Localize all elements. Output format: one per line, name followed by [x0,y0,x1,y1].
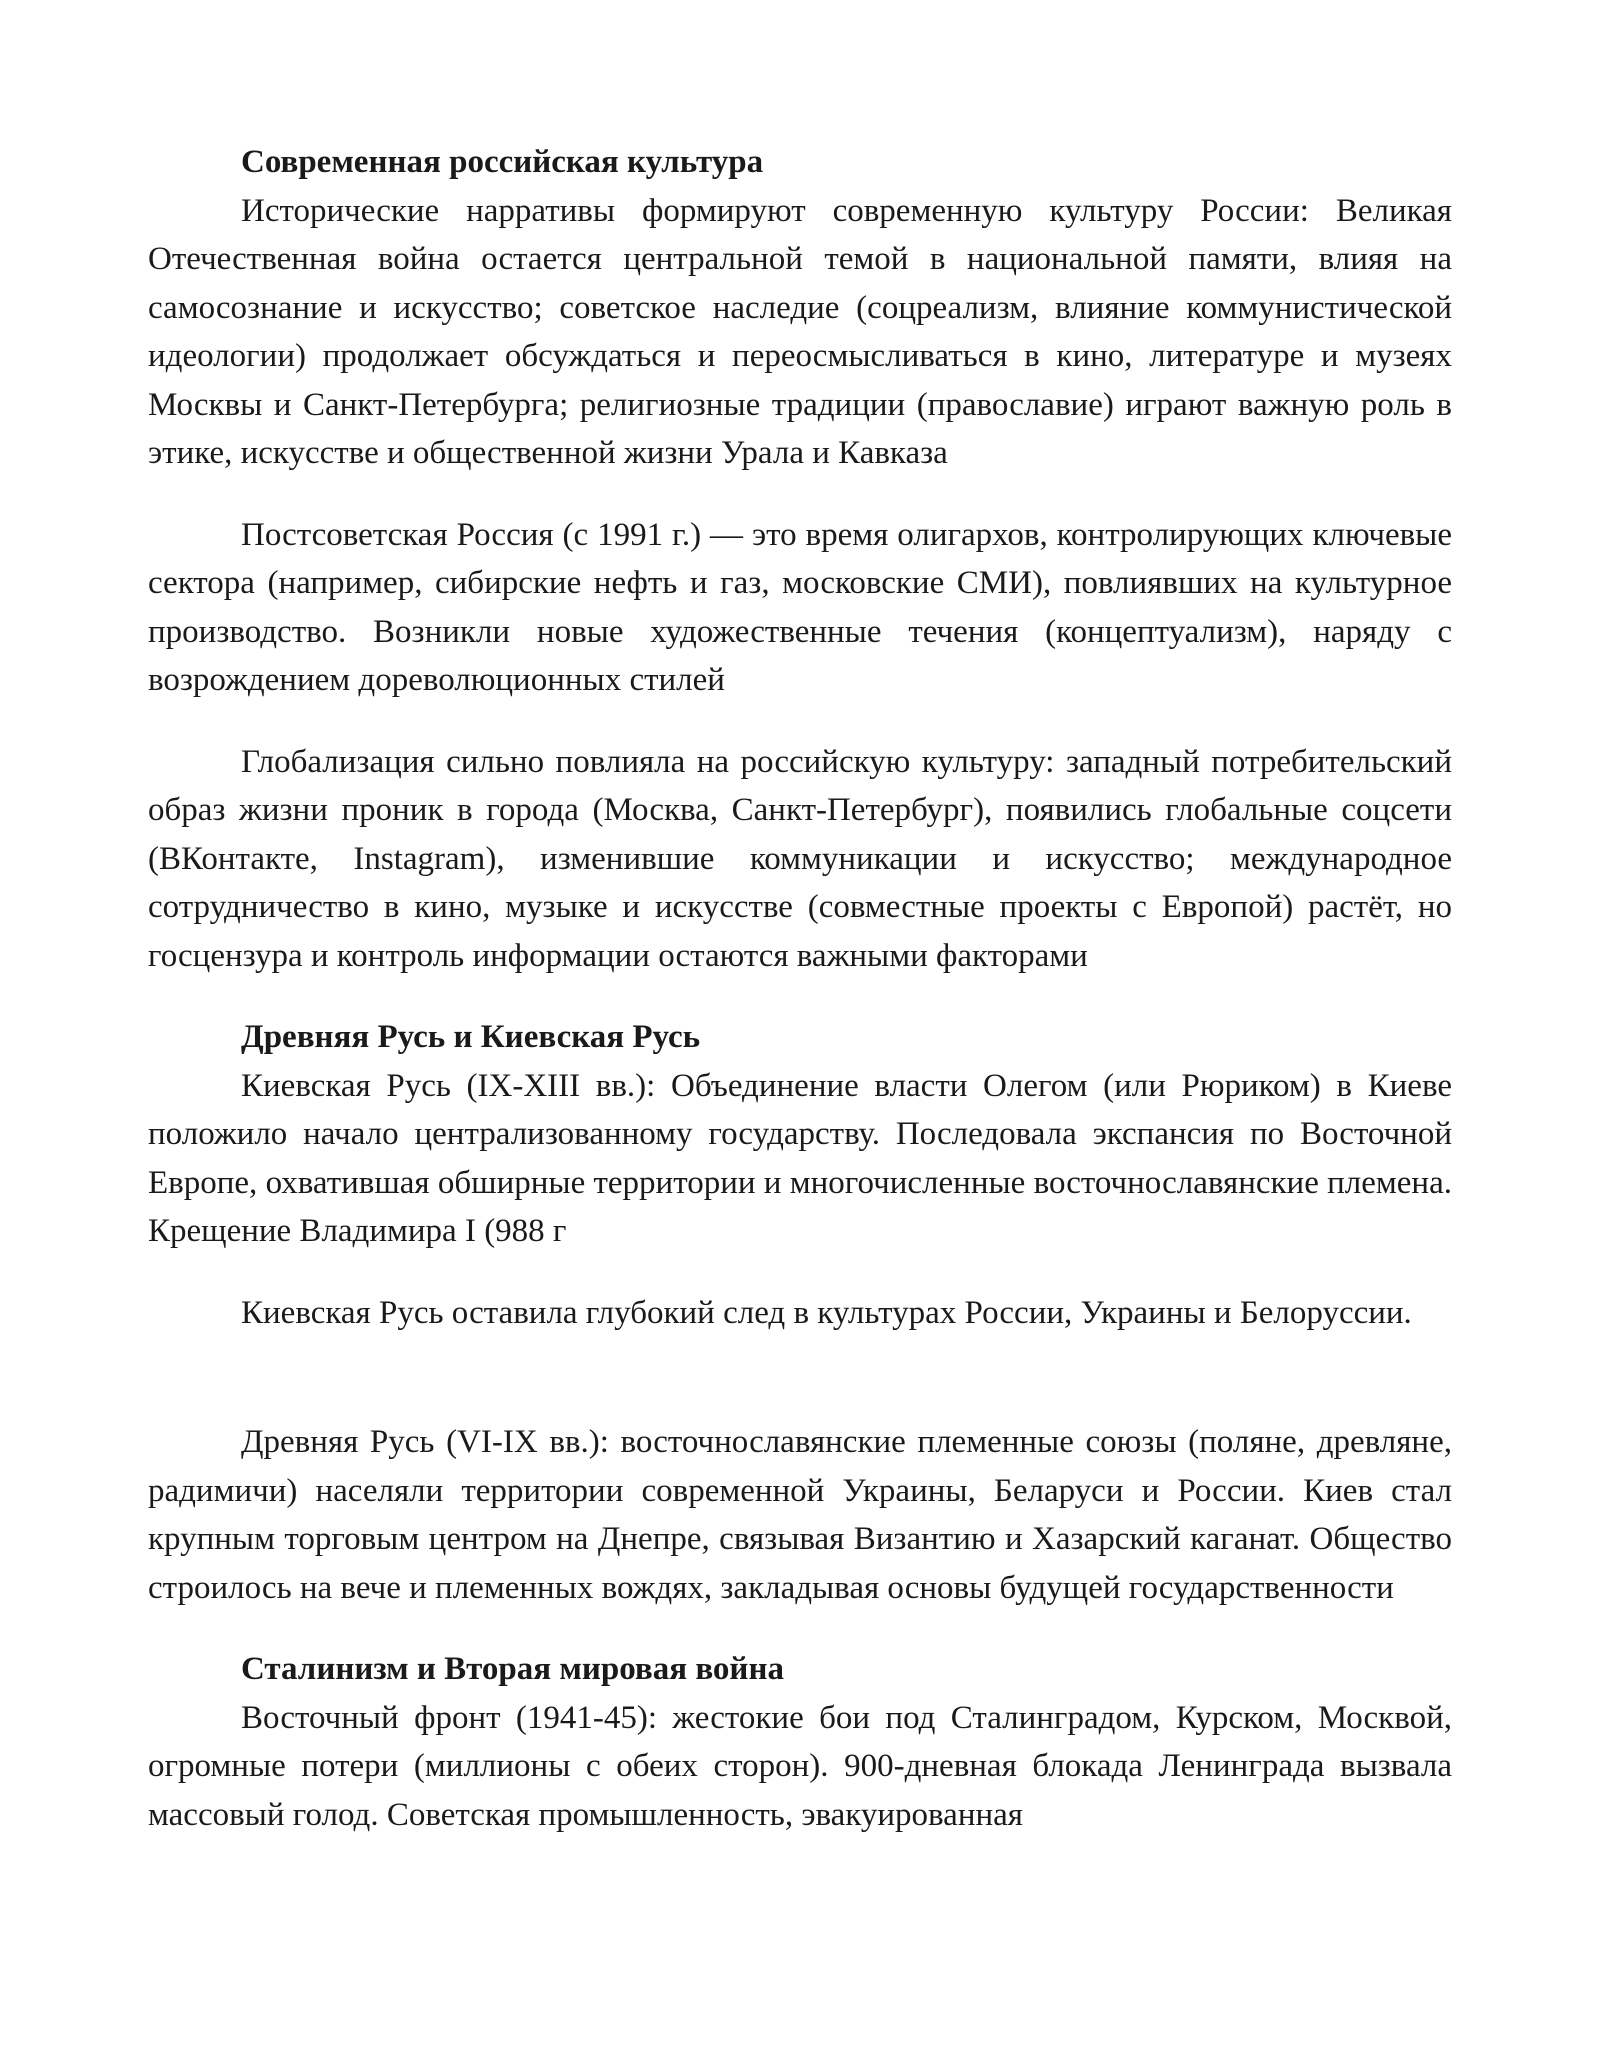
paragraph: Глобализация сильно повлияла на российскую культуру: западный потребительский образ жизни проник в города (Москва, Санкт-Петербург), появились глобальные соцсети (ВКонтакте, Instagram), изменившие коммуникации и искусство; международное сотрудничество в кино, музыке и искусстве (совместные проекты с Европой) растёт, но госцензура и контроль информации остаются важными факторами [148,743,1452,974]
section-heading: Древняя Русь и Киевская Русь [241,1019,701,1055]
paragraph: Киевская Русь оставила глубокий след в культурах России, Украины и Белоруссии. [241,1294,1412,1331]
paragraph: Восточный фронт (1941-45): жестокие бои под Сталинградом, Курском, Москвой, огромные потери (миллионы с обеих сторон). 900-дневная блокада Ленинграда вызвала массовый голод. Советская промышленность, эвакуированная [148,1699,1452,1833]
document-page [148,138,1452,1839]
paragraph: Постсоветская Россия (с 1991 г.) — это время олигархов, контролирующих ключевые сектора (например, сибирские нефть и газ, московские СМИ), повлиявших на культурное производство. Возникли новые художественные течения (концептуализм), наряду с возрождением дореволюционных стилей [148,516,1452,698]
section-heading: Современная российская культура [241,144,764,180]
section-heading: Сталинизм и Вторая мировая война [241,1651,784,1687]
paragraph: Киевская Русь (IX-XIII вв.): Объединение власти Олегом (или Рюриком) в Киеве положило начало централизованному государству. Последовала экспансия по Восточной Европе, охватившая обширные территории и многочисленные восточнославянские племена. Крещение Владимира I (988 г [148,1067,1452,1249]
paragraph: Древняя Русь (VI-IX вв.): восточнославянские племенные союзы (поляне, древляне, радимичи) населяли территории современной Украины, Беларуси и России. Киев стал крупным торговым центром на Днепре, связывая Византию и Хазарский каганат. Общество строилось на вече и племенных вождях, закладывая основы будущей государственности [148,1424,1452,1606]
paragraph: Исторические нарративы формируют современную культуру России: Великая Отечественная война остается центральной темой в национальной памяти, влияя на самосознание и искусство; советское наследие (соцреализм, влияние коммунистической идеологии) продолжает обсуждаться и переосмысливаться в кино, литературе и музеях Москвы и Санкт-Петербурга; религиозные традиции (православие) играют важную роль в этике, искусстве и общественной жизни Урала и Кавказа [148,192,1452,471]
